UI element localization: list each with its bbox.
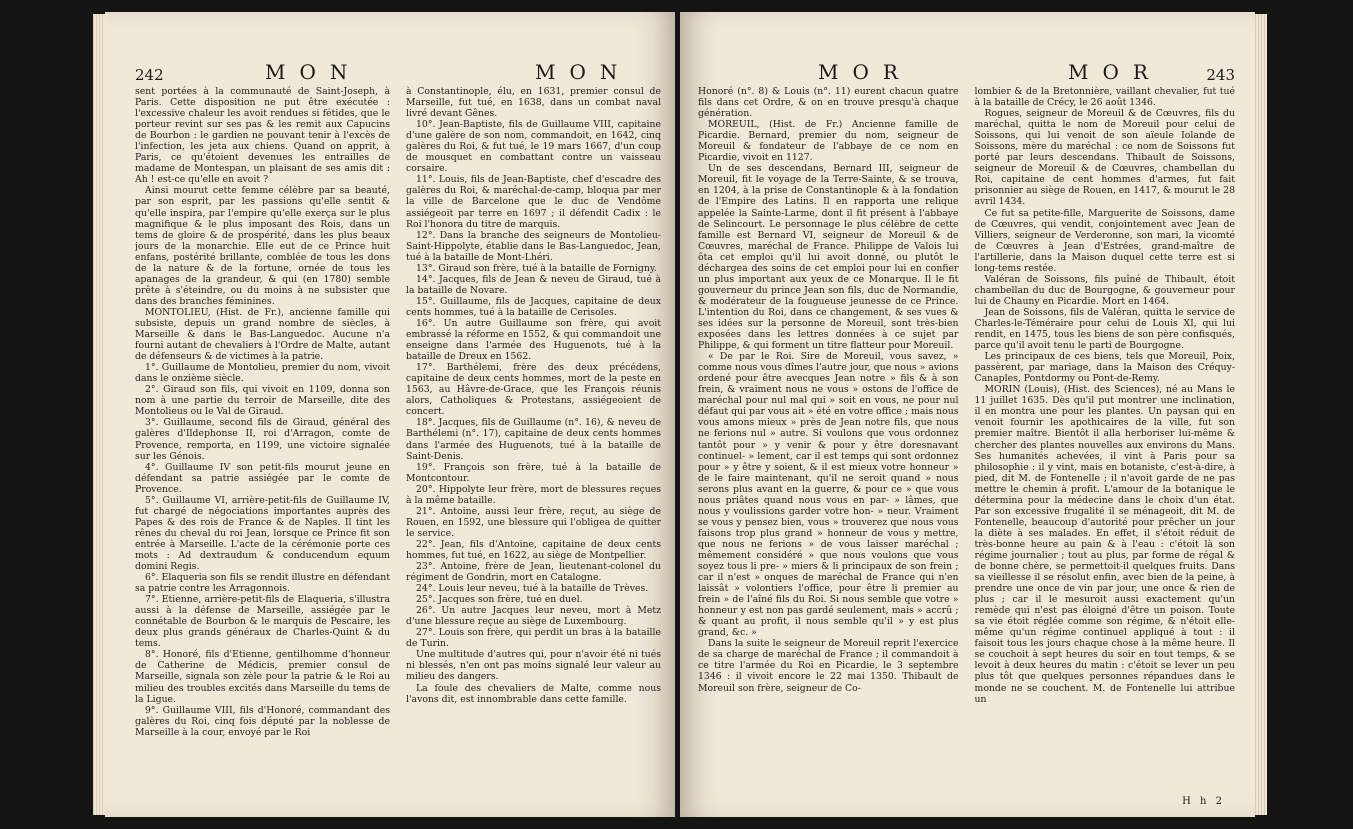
- header-word: MOR: [818, 60, 912, 84]
- paragraph: 21°. Antoine, aussi leur frère, reçut, au siège de Rouen, en 1592, une blessure qui l'obligea de quitter le service.: [406, 505, 661, 539]
- paragraph: La foule des chevaliers de Malte, comme nous l'avons dit, est innombrable dans cette famille.: [406, 682, 661, 705]
- paragraph: Valéran de Soissons, fils puîné de Thibault, étoit chambellan du duc de Bourgogne, & gouverneur pour lui de Chauny en Picardie. Mort en 1464.: [974, 273, 1235, 307]
- paragraph: 24°. Louis leur neveu, tué à la bataille de Trèves.: [416, 583, 649, 595]
- book-edge-left: [93, 14, 105, 815]
- paragraph: 10°. Jean-Baptiste, fils de Guillaume VIII, capitaine d'une galère de son nom, commandoit, en 1642, cinq galères du Roi, & fut tué, le 19 mars 1667, d'un coup de mousquet en combattant contre un vaisseau corsaire.: [406, 119, 661, 175]
- header-word: MON: [265, 60, 362, 84]
- paragraph: 6°. Elaqueria son fils se rendit illustre en défendant sa patrie contre les Arragonnois.: [135, 572, 390, 595]
- column-right-1: [698, 86, 959, 807]
- paragraph: lombier & de la Bretonnière, vaillant chevalier, fut tué à la bataille de Crécy, le 26 août 1346.: [974, 86, 1235, 109]
- paragraph: Jean de Soissons, fils de Valéran, quitta le service de Charles-le-Téméraire pour celui de Louis XI, qui lui rendit, en 1475, tous les biens de son père confisqués, parce qu'il avoit tenu le parti de Bourgogne.: [974, 306, 1235, 352]
- paragraph: 13°. Giraud son frère, tué à la bataille de Fornigny.: [416, 262, 657, 274]
- header-word: MOR: [1068, 60, 1162, 84]
- paragraph: Une multitude d'autres qui, pour n'avoir été ni tués ni blessés, n'en ont pas moins signalé leur valeur au milieu des dangers.: [406, 649, 661, 683]
- page-number: 242: [135, 66, 164, 84]
- paragraph: 11°. Louis, fils de Jean-Baptiste, chef d'escadre des galères du Roi, & maréchal-de-camp, bloqua par mer la ville de Barcelone que le duc de Vendôme assiégeoit par terre en 1697 ; il défendit Cadix : le Roi l'honora du titre de marquis.: [406, 174, 661, 230]
- paragraph: 5°. Guillaume VI, arrière-petit-fils de Guillaume IV, fut chargé de négociations importantes auprès des Papes & des rois de France & de Naples. Il tint les rênes du cheval du roi Jean, lorsque ce Prince fit son entrée à Marseille. L'acte de la cérémonie porte ces mots : Ad dextraudum & conducendum equum domini Regis.: [135, 494, 390, 573]
- paragraph: sent portées à la communauté de Saint-Joseph, à Paris. Cette disposition ne put être exécutée : l'excessive chaleur les avoit rendues si fétides, que le porteur revint sur ses pas & les remit aux Capucins de Bourbon : le gardien ne pouvant tenir à l'excès de l'infection, les jeta aux chiens. Quand on apprit, à Paris, ce qu'étoient devenues les entrailles de madame de Montespan, un plaisant de ses amis dit : Ah ! est-ce qu'elle en avoit ?: [135, 86, 390, 186]
- header-word: MON: [535, 60, 632, 84]
- running-head-left: [135, 60, 661, 88]
- running-head-right: [698, 60, 1235, 88]
- paragraph: à Constantinople, élu, en 1631, premier consul de Marseille, fut tué, en 1638, dans un combat naval livré devant Gênes.: [406, 86, 661, 120]
- page-number: 243: [1206, 66, 1235, 84]
- paragraph: 1°. Guillaume de Montolieu, premier du nom, vivoit dans le onzième siècle.: [135, 362, 390, 385]
- paragraph: 19°. François son frère, tué à la bataille de Montcontour.: [406, 461, 661, 484]
- paragraph: 27°. Louis son frère, qui perdit un bras à la bataille de Turin.: [406, 627, 661, 650]
- paragraph: 17°. Barthélemi, frère des deux précédens, capitaine de deux cents hommes, mort de la peste en 1563, au Hâvre-de-Grace, que les François réunis alors, Catholiques & Protestans, assiégeoient de concert.: [406, 362, 661, 418]
- paragraph: 4°. Guillaume IV son petit-fils mourut jeune en défendant sa patrie assiégée par le comte de Provence.: [135, 461, 390, 495]
- paragraph: 9°. Guillaume VIII, fils d'Honoré, commandant des galères du Roi, cinq fois député par la noblesse de Marseille à la cour, envoyé par le Roi: [135, 704, 390, 738]
- left-page: [105, 12, 675, 817]
- paragraph: 15°. Guillaume, fils de Jacques, capitaine de deux cents hommes, tué à la bataille de Cerisoles.: [406, 295, 661, 318]
- paragraph: 22°. Jean, fils d'Antoine, capitaine de deux cents hommes, fut tué, en 1622, au siège de Montpellier.: [406, 538, 661, 561]
- paragraph: 25°. Jacques son frère, tué en duel.: [416, 594, 583, 606]
- column-left-2: [406, 86, 661, 807]
- text-columns: [698, 86, 1235, 807]
- paragraph: 3°. Guillaume, second fils de Giraud, général des galères d'Ildephonse II, roi d'Arragon, comte de Provence, remporta, en 1199, une victoire signalée sur les Génois.: [135, 417, 390, 462]
- paragraph: MORIN (Louis), (Hist. des Sciences), né au Mans le 11 juillet 1635. Dès qu'il put montrer une inclination, il en montra une pour les plantes. Un paysan qui en venoit fournir les apothicaires de la ville, fut son premier maître. Bientôt il alla herboriser lui-même & chercher des plantes nouvelles aux environs du Mans. Ses humanités achevées, il vint à Paris pour sa philosophie : il y vint, mais en botaniste, c'est-à-dire, à pied, dit M. de Fontenelle ; il n'avoit garde de ne pas mettre le chemin à profit. L'amour de la botanique le détermina pour la médecine dans le choix d'un état. Par son excessive frugalité il se ménageoit, dit M. de Fontenelle, beaucoup d'autorité pour prêcher un jour la diète à ses malades. En effet, il s'étoit réduit de très-bonne heure au pain & à l'eau : c'étoit là son régime journalier ; tout au plus, par forme de régal & de bonne chère, se permettoit-il quelques fruits. Dans sa vieillesse il se résolut enfin, avec bien de la peine, à prendre une once de vin par jour, une once & rien de plus ; car il le mesuroit aussi exactement qu'un remède qui n'est pas éloigné d'être un poison. Toute sa vie étoit réglée comme son régime, & n'étoit elle-même qu'un régime continuel appliqué à tout : il faisoit tous les jours chaque chose à la même heure. Il se couchoit à sept heures du soir en tout temps, & se levoit à deux heures du matin : c'étoit se lever un peu plus tôt que quelques personnes répandues dans le monde ne se couchent. M. de Fontenelle lui attribue un: [974, 384, 1235, 705]
- paragraph: Ainsi mourut cette femme célèbre par sa beauté, par son esprit, par les passions qu'elle sentit & qu'elle inspira, par l'empire qu'elle exerça sur le plus magnifique & le plus imposant des Rois, dans un tems de gloire & de prospérité, dans les plus beaux jours de la monarchie. Elle eut de ce Prince huit enfans, postérité brillante, comblée de tous les dons de la nature & de la fortune, ornée de tous les apanages de la grandeur, & qui (en 1780) semble prête à s'éteindre, ou du moins à ne subsister que dans des branches féminines.: [135, 185, 390, 307]
- right-page: [680, 12, 1255, 817]
- paragraph: Les principaux de ces biens, tels que Moreuil, Poix, passèrent, par mariage, dans la Maison des Créquy-Canaples, Pontdormy ou Pont-de-Remy.: [974, 351, 1235, 385]
- paragraph: 8°. Honoré, fils d'Etienne, gentilhomme d'honneur de Catherine de Médicis, premier consul de Marseille, signala son zèle pour la patrie & le Roi au milieu des troubles excités dans Marseille du tems de la Ligue.: [135, 649, 390, 705]
- paragraph: 14°. Jacques, fils de Jean & neveu de Giraud, tué à la bataille de Novare.: [406, 273, 661, 296]
- paragraph: Un de ses descendans, Bernard III, seigneur de Moreuil, fit le voyage de la Terre-Sainte, & se trouva, en 1204, à la prise de Constantinople & à la fondation de l'Empire des Latins. Il en rapporta une relique appelée la Sainte-Larme, dont il fit présent à l'abbaye de Selincourt. Le personnage le plus célèbre de cette famille est Bernard VI, seigneur de Moreuil & de Cœuvres, maréchal de France. Philippe de Valois lui ôta cet emploi qu'il lui avoit donné, ou plutôt le déchargea des soins de cet emploi pour lui en confier un plus important aux yeux de ce Monarque. Il le fit gouverneur du prince Jean son fils, duc de Normandie, & modérateur de la fougueuse jeunesse de ce Prince. L'intention du Roi, dans ce changement, & ses vues & ses idées sur la personne de Moreuil, sont très-bien exposées dans les lettres données à ce sujet par Philippe, & qui forment un titre flatteur pour Moreuil.: [698, 163, 959, 352]
- paragraph: « De par le Roi. Sire de Moreuil, vous savez, » comme nous vous dîmes l'autre jour, que nous » avions ordené pour être avecques Jean notre » fils & à son frein, & vraiment nous ne vous » ostons de l'office de maréchal pour nul mal qui » soit en vous, ne pour nul défaut qui par vous ait » été en votre office ; mais nous vous amons mieux » près de Jean notre fils, que nous ne ferions nul » autre. Si voulons que vous ordonnez tantôt pour » y venir & pour y être doresnavant continuel- » lement, car il est temps qui sont ordonnez pour » y être y soient, & il est mieux votre honneur » de le faire maintenant, qu'il ne seroit quand » nous serons plus avant en la guerre, & pour ce » que vous nous priâtes quand nous vous en par- » lâmes, que nous y voulissions garder votre hon- » neur. Vraiment se vous y pensez bien, vous » trouverez que nous vous faisons trop plus grand » honneur de vous y mettre, que nous ne ferions » de vous laisser maréchal ; mêmement considéré » que nous voulons que vous soyez tous li pre- » miers & li principaux de son frein ; car il n'est » onques de maréchal de France qui n'en laissât » volontiers l'office, pour être li premier au frein » de l'aîné fils du Roi. Si nous semble que votre » honneur y est non pas gardé seulement, mais » accrû ; & quant au profit, il nous semble qu'il » y est plus grand, &c. »: [698, 351, 959, 639]
- paragraph: MONTOLIEU, (Hist. de Fr.), ancienne famille qui subsiste, depuis un grand nombre de siècles, à Marseille & dans le Bas-Languedoc. Aucune n'a fourni autant de chevaliers à l'Ordre de Malte, autant de défenseurs & de victimes à la patrie.: [135, 306, 390, 363]
- book-edge-right: [1255, 14, 1267, 815]
- text-columns: [135, 86, 661, 807]
- column-left-1: [135, 86, 390, 807]
- paragraph: 7°. Etienne, arrière-petit-fils de Elaqueria, s'illustra aussi à la défense de Marseille, assiégée par le connétable de Bourbon & le marquis de Pescaire, les deux plus grands généraux de Charles-Quint & du tems.: [135, 594, 390, 650]
- paragraph: Rogues, seigneur de Moreuil & de Cœuvres, fils du maréchal, quitta le nom de Moreuil pour celui de Soissons, qui lui venoit de son aïeule Iolande de Soissons, mère du maréchal : ce nom de Soissons fut porté par leurs descendans. Thibault de Soissons, seigneur de Moreuil & de Cœuvres, chambellan du Roi, capitaine de cent hommes d'armes, fut fait prisonnier au siège de Rouen, en 1417, & mourut le 28 avril 1434.: [974, 108, 1235, 208]
- paragraph: 23°. Antoine, frère de Jean, lieutenant-colonel du régiment de Gondrin, mort en Catalogne.: [406, 561, 661, 584]
- column-right-2: [975, 86, 1236, 807]
- paragraph: 20°. Hippolyte leur frère, mort de blessures reçues à la même bataille.: [406, 483, 661, 506]
- paragraph: 2°. Giraud son fils, qui vivoit en 1109, donna son nom à une partie du terroir de Marseille, dite des Montolieus ou le Val de Giraud.: [135, 384, 390, 418]
- paragraph: MOREUIL, (Hist. de Fr.) Ancienne famille de Picardie. Bernard, premier du nom, seigneur de Moreuil & fondateur de l'abbaye de ce nom en Picardie, vivoit en 1127.: [698, 119, 959, 164]
- paragraph: 26°. Un autre Jacques leur neveu, mort à Metz d'une blessure reçue au siège de Luxembourg.: [406, 605, 661, 628]
- signature-mark: H h 2: [1182, 796, 1225, 807]
- paragraph: Honoré (n°. 8) & Louis (n°. 11) eurent chacun quatre fils dans cet Ordre, & on en trouve presqu'à chaque génération.: [698, 86, 959, 120]
- paragraph: 12°. Dans la branche des seigneurs de Montolieu-Saint-Hippolyte, établie dans le Bas-Languedoc, Jean, tué à la bataille de Mont-Lhéri.: [406, 229, 661, 263]
- paragraph: Dans la suite le seigneur de Moreuil reprit l'exercice de sa charge de maréchal de France ; il commandoit à ce titre l'armée du Roi en Picardie, le 3 septembre 1346 : il vivoit encore le 22 mai 1350. Thibault de Moreuil son frère, seigneur de Co-: [698, 638, 959, 694]
- paragraph: Ce fut sa petite-fille, Marguerite de Soissons, dame de Cœuvres, qui vendit, conjointement avec Jean de Villiers, seigneur de Verderonne, son mari, la vicomté de Cœuvres à Jean d'Estrées, grand-maître de l'artillerie, dans la Maison duquel cette terre est si long-tems restée.: [974, 207, 1235, 274]
- paragraph: 16°. Un autre Guillaume son frère, qui avoit embrassé la réforme en 1552, & qui commandoit une enseigne dans l'armée des Huguenots, tué à la bataille de Dreux en 1562.: [406, 317, 661, 363]
- paragraph: 18°. Jacques, fils de Guillaume (n°. 16), & neveu de Barthélemi (n°. 17), capitaine de deux cents hommes dans l'armée des Huguenots, tué à la bataille de Saint-Denis.: [406, 417, 661, 462]
